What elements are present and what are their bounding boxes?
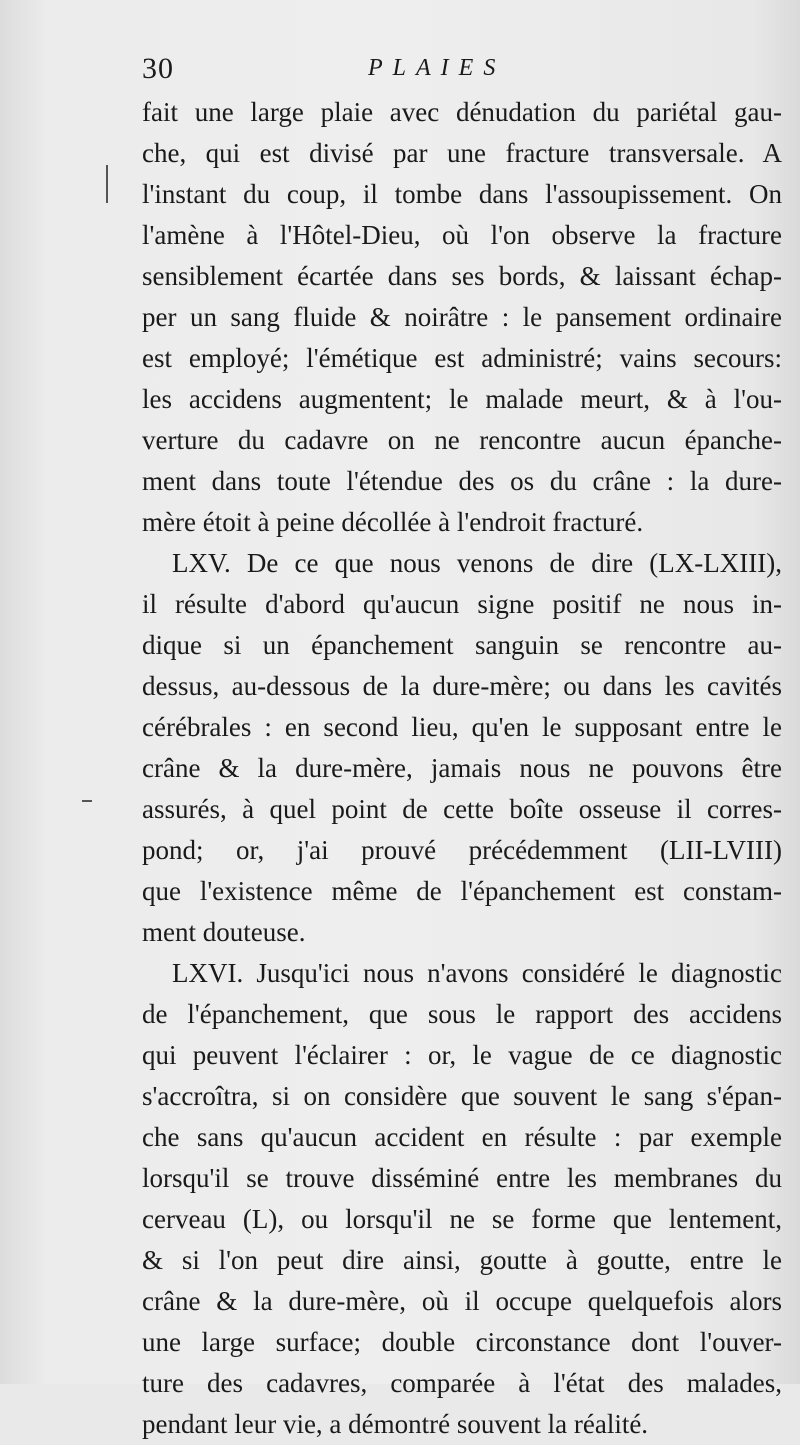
text-line: cerveau (L), ou lorsqu'il ne se forme que lentement, xyxy=(142,1204,782,1234)
running-title: PLAIES xyxy=(368,55,506,81)
text-line: est employé; l'émétique est administré; vains secours: xyxy=(142,343,782,373)
text-line: il résulte d'abord qu'aucun signe positif ne nous in- xyxy=(142,589,782,619)
body-text xyxy=(142,92,782,1445)
text-line: crâne & la dure-mère, où il occupe quelquefois alors xyxy=(142,1286,782,1316)
text-line: verture du cadavre on ne rencontre aucun épanche- xyxy=(142,425,782,455)
text-line: pendant leur vie, a démontré souvent la réalité. xyxy=(142,1409,649,1439)
text-line: s'accroîtra, si on considère que souvent le sang s'épan- xyxy=(142,1081,782,1111)
text-line: pond; or, j'ai prouvé précédemment (LII-LVIII) xyxy=(142,835,782,865)
text-line: che, qui est divisé par une fracture transversale. A xyxy=(142,138,782,168)
text-line: & si l'on peut dire ainsi, goutte à goutte, entre le xyxy=(142,1245,782,1275)
text-line: ment douteuse. xyxy=(142,917,306,947)
text-line: cérébrales : en second lieu, qu'en le supposant entre le xyxy=(142,712,782,742)
margin-mark xyxy=(82,800,92,802)
paragraph-lxvi-start: LXVI. Jusqu'ici nous n'avons considéré le diagnostic xyxy=(172,958,782,988)
text-line: che sans qu'aucun accident en résulte : par exemple xyxy=(142,1122,782,1152)
text-line: dique si un épanchement sanguin se rencontre au- xyxy=(142,630,782,660)
text-line: assurés, à quel point de cette boîte osseuse il corres- xyxy=(142,794,782,824)
text-line: per un sang fluide & noirâtre : le pansement ordinaire xyxy=(142,302,782,332)
text-line: l'amène à l'Hôtel-Dieu, où l'on observe la fracture xyxy=(142,220,782,250)
page-header xyxy=(142,52,642,92)
paragraph-lxv-start: LXV. De ce que nous venons de dire (LX-LXIII), xyxy=(172,548,782,578)
text-line: crâne & la dure-mère, jamais nous ne pouvons être xyxy=(142,753,782,783)
text-line: ture des cadavres, comparée à l'état des malades, xyxy=(142,1368,782,1398)
text-line: une large surface; double circonstance dont l'ouver- xyxy=(142,1327,782,1357)
text-line: mère étoit à peine décollée à l'endroit fracturé. xyxy=(142,507,644,537)
text-line: ment dans toute l'étendue des os du crâne : la dure- xyxy=(142,466,782,496)
text-line: de l'épanchement, que sous le rapport des accidens xyxy=(142,999,782,1029)
margin-mark xyxy=(106,165,108,203)
text-line: sensiblement écartée dans ses bords, & laissant échap- xyxy=(142,261,782,291)
text-line: l'instant du coup, il tombe dans l'assoupissement. On xyxy=(142,179,782,209)
text-line: les accidens augmentent; le malade meurt, & à l'ou- xyxy=(142,384,782,414)
text-line: lorsqu'il se trouve disséminé entre les membranes du xyxy=(142,1163,782,1193)
page-number: 30 xyxy=(142,52,174,85)
text-line: qui peuvent l'éclairer : or, le vague de ce diagnostic xyxy=(142,1040,782,1070)
text-line: fait une large plaie avec dénudation du pariétal gau- xyxy=(142,97,782,127)
text-line: que l'existence même de l'épanchement est constam- xyxy=(142,876,782,906)
text-line: dessus, au-dessous de la dure-mère; ou dans les cavités xyxy=(142,671,782,701)
